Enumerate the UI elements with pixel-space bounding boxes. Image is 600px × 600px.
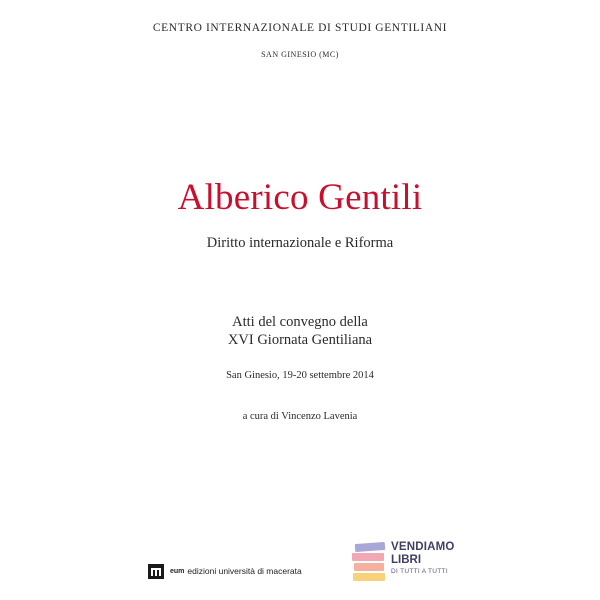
- conference-date: San Ginesio, 19-20 settembre 2014: [226, 370, 374, 381]
- book-title: Alberico Gentili: [177, 177, 423, 218]
- institute-place: SAN GINESIO (MC): [261, 50, 339, 59]
- book-stack-icon: [349, 540, 389, 586]
- book-subtitle: Diritto internazionale e Riforma: [206, 235, 394, 251]
- publisher-logo: [148, 563, 302, 579]
- proceedings-line-2: XVI Giornata Gentiliana: [227, 332, 373, 348]
- vendiamo-libri-badge: [349, 540, 459, 586]
- badge-line-1: VENDIAMO: [391, 541, 455, 553]
- eum-logo-icon: [148, 564, 164, 579]
- editor-credit: a cura di Vincenzo Lavenia: [242, 411, 358, 422]
- publisher-brand: eum: [170, 567, 185, 575]
- institute-name: CENTRO INTERNAZIONALE DI STUDI GENTILIANI: [152, 22, 448, 34]
- badge-line-2: LIBRI: [391, 553, 422, 566]
- badge-line-3: DI TUTTI A TUTTI: [391, 568, 448, 575]
- proceedings-line-1: Atti del convegno della: [232, 314, 368, 330]
- publisher-name: edizioni università di macerata: [187, 566, 302, 576]
